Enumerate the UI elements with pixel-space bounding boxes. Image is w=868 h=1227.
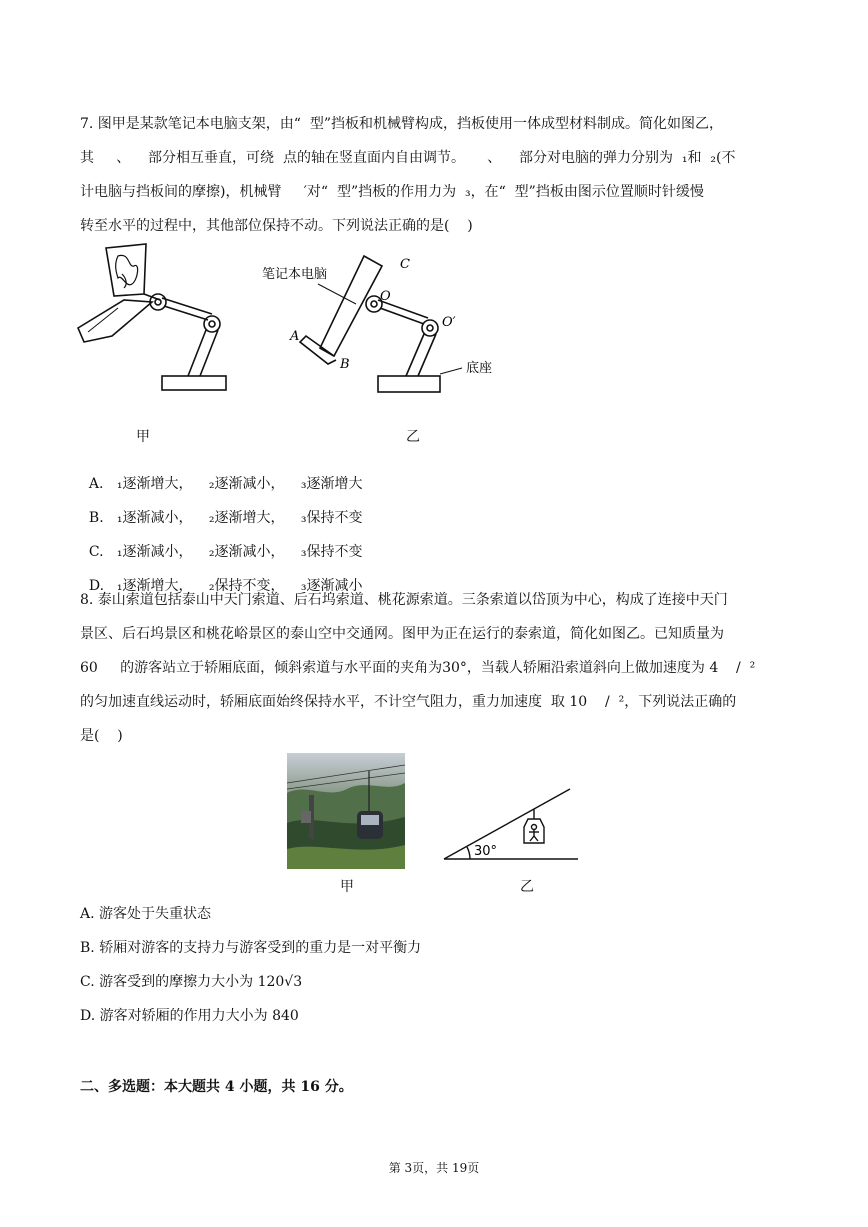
option-letter: B. [88,510,104,526]
q8-stem-line-5: 是( ) [80,728,123,744]
option-letter: D. [88,578,105,594]
q8-option-c[interactable]: C. 游客受到的摩擦力大小为 120√3 [80,974,303,990]
page-footer: 第 3页，共 19页 [388,1161,480,1175]
q7-label-c: C [400,257,410,272]
q7-caption-yi: 乙 [406,429,420,445]
q7-label-laptop: 笔记本电脑 [262,267,328,282]
q8-caption-jia: 甲 [340,879,354,895]
option-part: ₁逐渐增大， [116,476,193,492]
q7-label-a: A [290,329,300,344]
option-part: ₃保持不变 [300,544,363,560]
option-part: ₁逐渐减小， [116,510,193,526]
option-part: ₂保持不变， [208,578,285,594]
q8-option-b[interactable]: B. 轿厢对游客的支持力与游客受到的重力是一对平衡力 [80,940,422,956]
option-part: ₁逐渐增大， [116,578,193,594]
q7-label-o: O [380,289,391,304]
q8-option-d[interactable]: D. 游客对轿厢的作用力大小为 840 [80,1008,299,1024]
q7-figure-jia [78,244,238,404]
q8-caption-yi: 乙 [520,879,534,895]
option-letter: A. [88,476,104,492]
q7-stem-line-4: 转至水平的过程中，其他部位保持不动。下列说法正确的是( ) [80,218,473,234]
option-part: ₃保持不变 [300,510,363,526]
q7-label-o-prime: O′ [442,315,456,330]
option-part: ₁逐渐减小， [116,544,193,560]
option-part: ₃逐渐减小 [300,578,363,594]
q8-stem-line-1: 8. 泰山索道包括泰山中天门索道、后石坞索道、桃花源索道。三条索道以岱顶为中心，构成了连接中天门 [80,592,728,608]
q7-figure-yi [262,244,504,404]
q8-figure-yi [440,783,580,873]
q8-stem-line-3: 60 的游客站立于轿厢底面，倾斜索道与水平面的夹角为30°，当载人轿厢沿索道斜向上做加速度为 4 / ² [80,660,756,676]
section-title: 二、多选题：本大题共 4 小题，共 16 分。 [80,1079,353,1095]
q7-stem-line-2: 其 、 部分相互垂直，可绕 点的轴在竖直面内自由调节。 、 部分对电脑的弹力分别为 ₁和 ₂(不 [80,150,736,166]
q8-angle-label: 30° [474,844,498,859]
q7-stem-line-1: 7. 图甲是某款笔记本电脑支架，由“ 型”挡板和机械臂构成，挡板使用一体成型材料制成。简化如图乙， [80,116,724,132]
q8-option-a[interactable]: A. 游客处于失重状态 [80,906,212,922]
q7-caption-jia: 甲 [136,429,150,445]
q7-stem-line-3: 计电脑与挡板间的摩擦)，机械臂 ′对“ 型”挡板的作用力为 ₃，在“ 型”挡板由图示位置顺时针缓慢 [80,184,704,200]
q8-stem-line-2: 景区、后石坞景区和桃花峪景区的泰山空中交通网。图甲为正在运行的泰索道，简化如图乙。已知质量为 [80,626,724,642]
option-part: ₂逐渐减小， [208,476,285,492]
option-part: ₂逐渐增大， [208,510,285,526]
q8-photo-cable-car [287,753,405,869]
option-letter: C. [88,544,104,560]
option-part: ₃逐渐增大 [300,476,363,492]
q8-stem-line-4: 的匀加速直线运动时，轿厢底面始终保持水平，不计空气阻力，重力加速度 取 10 / ²，下列说法正确的 [80,694,737,710]
option-part: ₂逐渐减小， [208,544,285,560]
q7-label-base: 底座 [466,361,493,376]
q7-label-b: B [340,357,350,372]
